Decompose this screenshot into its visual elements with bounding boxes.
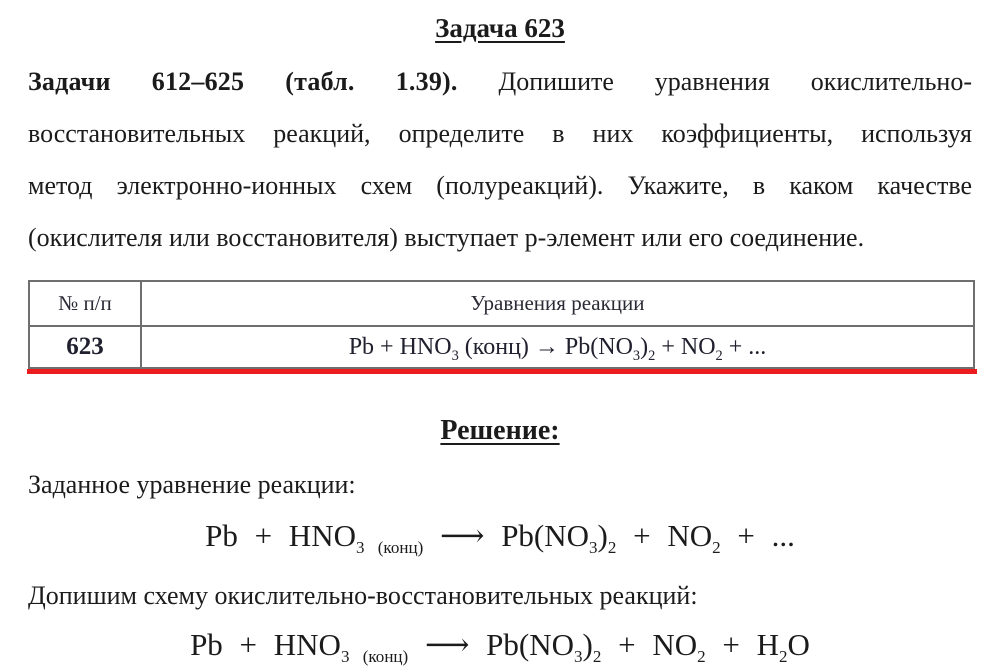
page-title: [28, 12, 972, 44]
page-title-text: Задача 623: [435, 13, 565, 43]
statement-line: метод электронно-ионных схем (полуреакций). Укажите, в каком качестве: [28, 171, 972, 200]
statement-bold-intro: Задачи 612–625 (табл. 1.39).: [28, 67, 458, 96]
problems-table: [28, 280, 975, 369]
given-equation-label: Заданное уравнение реакции:: [28, 470, 356, 499]
given-equation: $Pb + HNO_{3 (конц)}$ ⟶ $Pb(NO_3)_2 + NO_2$ + ...: [205, 518, 795, 558]
redox-scheme-equation: $Pb + HNO_{3 (конц)}$ ⟶ $Pb(NO_3)_2 + NO_2 + H_2O$: [190, 627, 810, 667]
solution-heading-text: Решение:: [440, 415, 560, 446]
table-header-row: [29, 281, 974, 326]
complete-scheme-label: Допишим схему окислительно-восстановительных реакций:: [28, 581, 698, 610]
statement-line: [28, 56, 972, 108]
row-equation-cell: $Pb + HNO_3$ (конц) → $Pb(NO_3)_2 + NO_2$ + ...: [141, 326, 974, 368]
red-divider-line: [27, 369, 977, 374]
statement-line1-rest: Допишите уравнения окислительно-: [498, 67, 972, 96]
table-header-equation: Уравнения реакции: [141, 281, 974, 326]
problem-statement: [28, 56, 972, 264]
statement-line: (окислителя или восстановителя) выступает p-элемент или его соединение.: [28, 223, 865, 252]
document-page: [0, 12, 1000, 668]
table-header-number: № п/п: [29, 281, 141, 326]
row-number-cell: 623: [29, 326, 141, 368]
solution-heading: [28, 414, 972, 448]
statement-line: восстановительных реакций, определите в них коэффициенты, используя: [28, 119, 972, 148]
table-row: [29, 326, 974, 368]
